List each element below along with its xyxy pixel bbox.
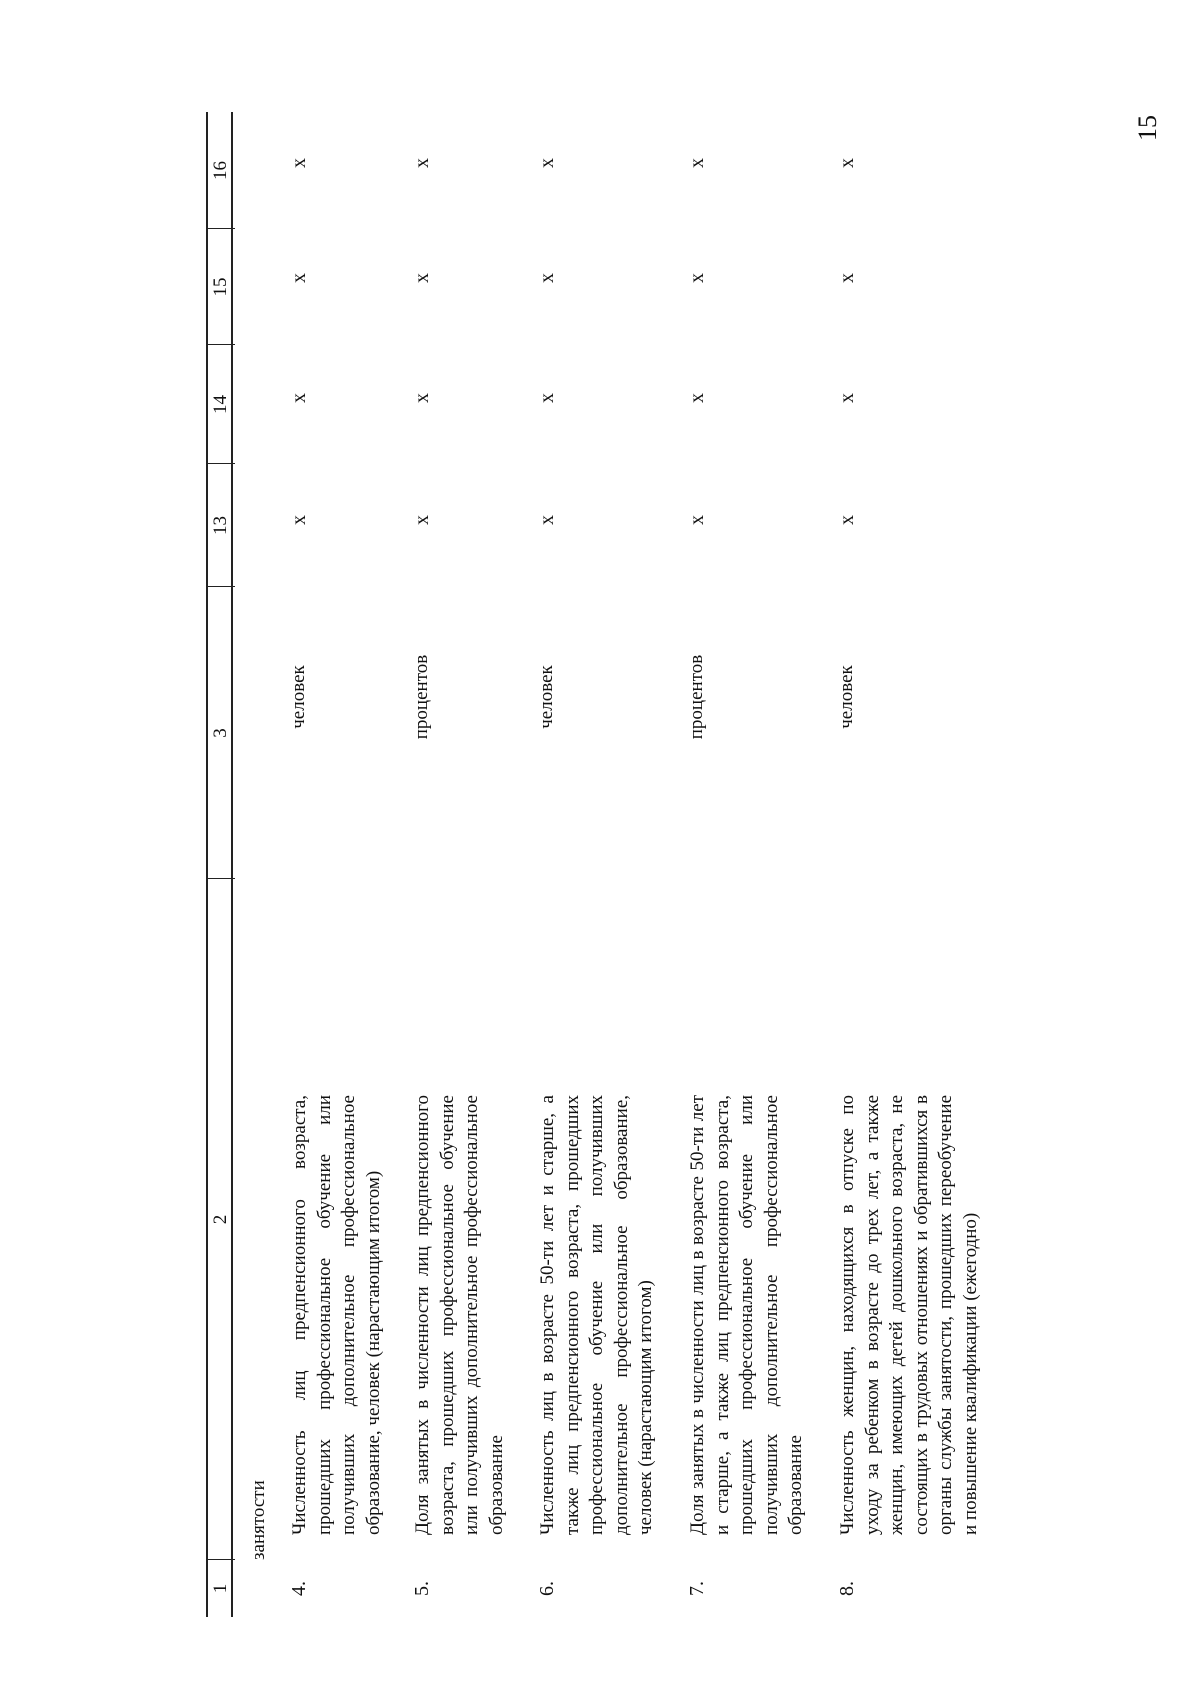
row-description: Доля занятых в численности лиц предпенсионного возраста, прошедших профессиональное обучение или получивших дополнительное профессиональное образование (412, 1095, 507, 1535)
cell-x-col14: x (836, 393, 858, 403)
cell-x-col13: x (411, 515, 433, 525)
cell-x-col16: x (536, 158, 558, 168)
row-description: Численность лиц в возрасте 50-ти лет и старше, а также лиц предпенсионного возраста, прошедших профессиональное обучение или получивших дополнительное профессиональное образование, человек (нарастающим итогом) (537, 1095, 657, 1535)
row-number: 6. (536, 1581, 558, 1596)
header-col-3: 3 (210, 728, 231, 738)
row-description: Численность лиц предпенсионного возраста, прошедших профессиональное обучение или получивших дополнительное профессиональное образование, человек (нарастающим итогом) (289, 1095, 384, 1535)
cell-x-col13: x (536, 515, 558, 525)
cell-x-col13: x (686, 515, 708, 525)
cell-x-col16: x (411, 158, 433, 168)
header-col-2: 2 (210, 1214, 231, 1225)
row-number: 8. (836, 1581, 858, 1596)
row-number: 4. (288, 1581, 310, 1596)
cell-x-col14: x (536, 393, 558, 403)
table-header-row (206, 112, 233, 1617)
header-col-14: 14 (210, 395, 231, 414)
cell-x-col16: x (686, 158, 708, 168)
indicator-table (206, 112, 1066, 1617)
row-number: 5. (411, 1581, 433, 1596)
row-description: Доля занятых в численности лиц в возрасте 50-ти лет и старше, а также лиц предпенсионного возраста, прошедших профессиональное обучение или получивших дополнительное профессиональное образование (687, 1095, 807, 1535)
row-unit: человек (836, 665, 857, 729)
cell-x-col15: x (411, 273, 433, 283)
cell-x-col16: x (288, 158, 310, 168)
page-number: 15 (1133, 115, 1162, 141)
cell-x-col15: x (288, 273, 310, 283)
cell-x-col14: x (686, 393, 708, 403)
cell-x-col14: x (411, 393, 433, 403)
cell-x-col15: x (836, 273, 858, 283)
cell-x-col13: x (836, 515, 858, 525)
cell-x-col14: x (288, 393, 310, 403)
row-unit: человек (288, 665, 309, 729)
header-col-15: 15 (210, 277, 231, 297)
cell-x-col16: x (836, 158, 858, 168)
cell-x-col15: x (536, 273, 558, 283)
row-unit: процентов (411, 654, 432, 740)
header-col-1: 1 (210, 1583, 231, 1594)
row-description: Численность женщин, находящихся в отпуске по уходу за ребенком в возрасте до трех лет, а также женщин, имеющих детей дошкольного возраста, не состоящих в трудовых отношениях и обратившихся в органы службы занятости, прошедших переобучение и повышение квалификации (ежегодно) (837, 1095, 981, 1535)
row-unit: человек (536, 665, 557, 729)
row-unit: процентов (686, 654, 707, 740)
section-label: занятости (248, 1480, 269, 1560)
cell-x-col13: x (288, 515, 310, 525)
header-col-13: 13 (210, 516, 231, 535)
cell-x-col15: x (686, 273, 708, 283)
header-col-16: 16 (210, 161, 231, 180)
row-number: 7. (686, 1581, 708, 1596)
